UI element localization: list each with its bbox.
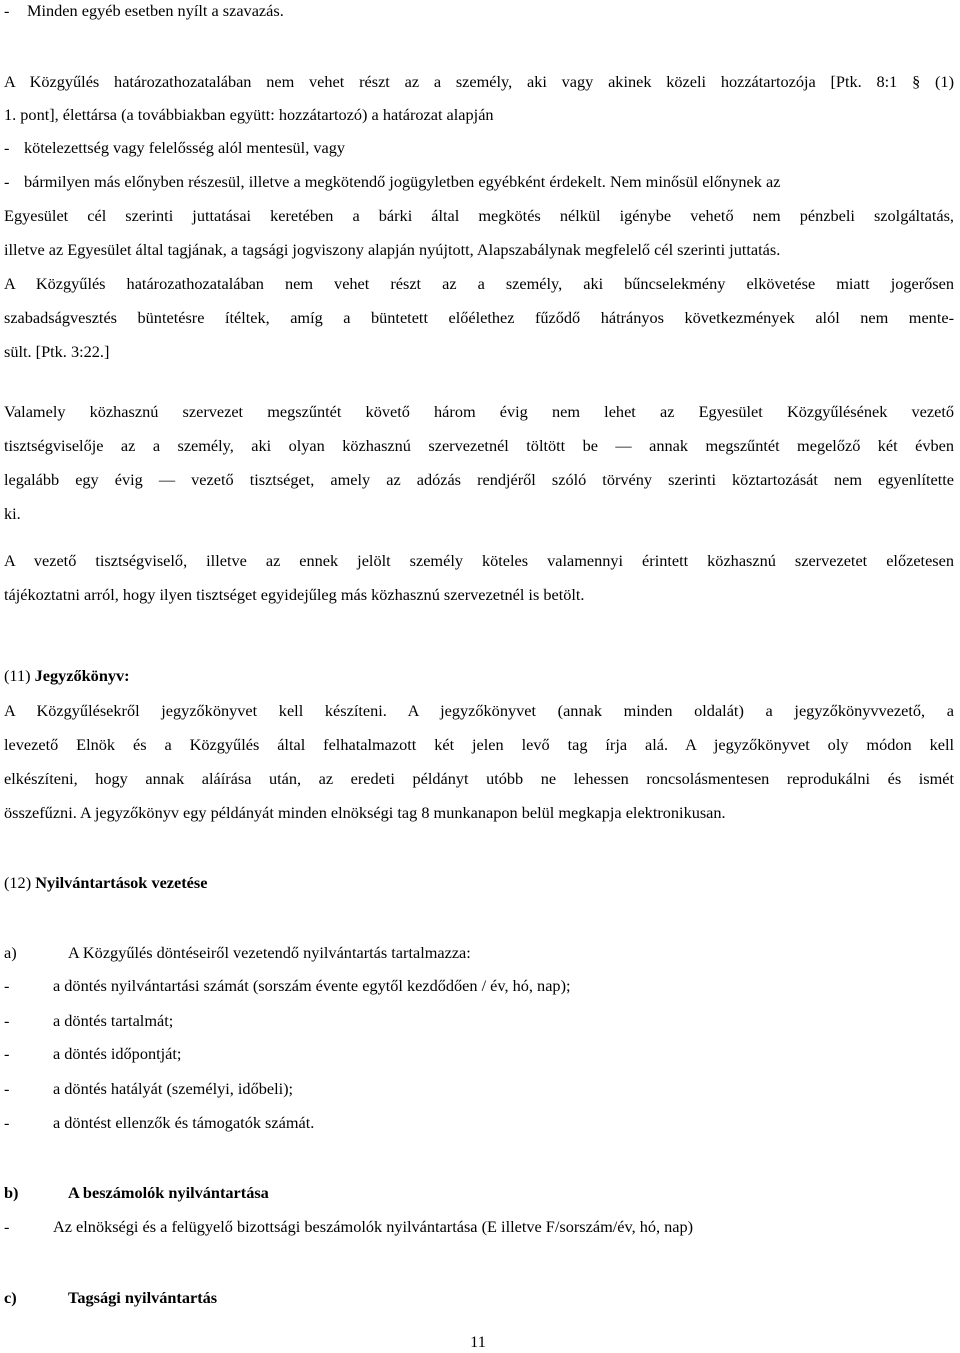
paragraph-line <box>4 171 780 193</box>
dash: - <box>4 1113 10 1132</box>
list-item-text: Minden egyéb esetben nyílt a szavazás. <box>27 1 284 20</box>
section-title: Nyilvántartások vezetése <box>35 873 208 892</box>
paragraph-line: összefűzni. A jegyzőkönyv egy példányát minden elnökségi tag 8 munkanapon belül megkapja elektronikusan. <box>4 803 726 822</box>
text: Valamely közhasznú szervezet megszűntét követő három évig nem lehet az Egyesület Közgyűlésének vezető <box>4 402 954 421</box>
paragraph-line: 1. pont], élettársa (a továbbiakban együtt: hozzátartozó) a határozat alapján <box>4 105 494 124</box>
subsection-c <box>4 1287 217 1309</box>
paragraph-line <box>4 307 954 329</box>
paragraph-line <box>4 700 954 722</box>
list-item-text: a döntés nyilvántartási számát (sorszám évente egytől kezdődően / év, hó, nap); <box>53 976 571 995</box>
paragraph-line: tájékoztatni arról, hogy ilyen tisztséget egyidejűleg más közhasznú szervezetnél is betölt. <box>4 585 585 604</box>
text: kötelezettség vagy felelősség alól mentesül, vagy <box>24 138 345 157</box>
section-heading <box>4 665 130 687</box>
text: A Közgyűlés határozathozatalában nem vehet részt az a személy, aki bűncselekmény elkövetése miatt jogerősen <box>4 274 954 293</box>
text: elkészíteni, hogy annak aláírása után, az eredeti példányt utóbb ne lehessen roncsolásmentesen reprodukálni és ismét <box>4 769 954 788</box>
page-number: 11 <box>470 1332 486 1351</box>
paragraph-line: sült. [Ptk. 3:22.] <box>4 342 110 361</box>
paragraph-line <box>4 401 954 423</box>
list-item <box>4 1010 173 1032</box>
list-item <box>4 1043 181 1065</box>
subsection-title: A beszámolók nyilvántartása <box>68 1183 269 1202</box>
subsection-label: c) <box>4 1288 17 1307</box>
dash: - <box>4 1079 10 1098</box>
subsection-a <box>4 942 471 964</box>
section-number: (12) <box>4 873 32 892</box>
text: A Közgyűlés határozathozatalában nem vehet részt az a személy, aki vagy akinek közeli hozzátartozója [Ptk. 8:1 § (1) <box>4 72 954 91</box>
section-title: Jegyzőkönyv: <box>34 666 130 685</box>
dash: - <box>4 976 10 995</box>
list-item <box>4 1112 314 1134</box>
dash: - <box>4 1044 10 1063</box>
list-item-text: a döntés időpontját; <box>53 1044 182 1063</box>
section-number: (11) <box>4 666 31 685</box>
dash: - <box>4 1011 10 1030</box>
text: Egyesület cél szerinti juttatásai keretében a bárki által megkötés nélkül igénybe vehető nem pénzbeli szolgáltatás, <box>4 206 954 225</box>
subsection-text: A Közgyűlés döntéseiről vezetendő nyilvántartás tartalmazza: <box>68 943 471 962</box>
paragraph-line <box>4 734 954 756</box>
paragraph-line: illetve az Egyesület által tagjának, a tagsági jogviszony alapján nyújtott, Alapszabálynak megfelelő cél szerinti juttatás. <box>4 240 781 259</box>
paragraph-line <box>4 205 954 227</box>
paragraph-line <box>4 273 954 295</box>
text: legalább egy évig — vezető tisztséget, amely az adózás rendjéről szóló törvény szerinti köztartozását nem egyenlítette <box>4 470 954 489</box>
text: Nem minősül előnynek az <box>605 172 781 191</box>
list-item <box>4 0 284 22</box>
subsection-label: b) <box>4 1183 19 1202</box>
text: tisztségviselője az a személy, aki olyan közhasznú szervezetnél töltött be — annak megszűntét megelőző két évben <box>4 436 954 455</box>
paragraph-line <box>4 435 954 457</box>
text: levezető Elnök és a Közgyűlés által felhatalmazott két jelen levő tag írja alá. A jegyzőkönyvet oly módon kell <box>4 735 954 754</box>
paragraph-line <box>4 71 954 93</box>
dash: - <box>4 172 10 191</box>
list-item-text: Az elnökségi és a felügyelő bizottsági beszámolók nyilvántartása (E illetve F/sorszám/év, hó, nap) <box>53 1217 694 1236</box>
text: A Közgyűlésekről jegyzőkönyvet kell készíteni. A jegyzőkönyvet (annak minden oldalát) a jegyzőkönyvvezető, a <box>4 701 954 720</box>
paragraph-line <box>4 469 954 491</box>
dash: - <box>4 138 10 157</box>
dash: - <box>4 1217 10 1236</box>
dash: - <box>4 1 10 20</box>
list-item-text: a döntés tartalmát; <box>53 1011 174 1030</box>
paragraph-line <box>4 550 954 572</box>
subsection-label: a) <box>4 943 17 962</box>
text: bármilyen más előnyben részesül, illetve a megkötendő jogügyletben egyébként érdekelt. <box>24 172 606 191</box>
text: szabadságvesztés büntetésre ítéltek, amíg a büntetett előélethez fűződő hátrányos következmények alól nem mente- <box>4 308 954 327</box>
section-heading <box>4 872 207 894</box>
list-item-text: a döntést ellenzők és támogatók számát. <box>53 1113 315 1132</box>
paragraph-line <box>4 137 345 159</box>
list-item <box>4 1078 293 1100</box>
text: A vezető tisztségviselő, illetve az ennek jelölt személy köteles valamennyi érintett közhasznú szervezetet előzetesen <box>4 551 954 570</box>
paragraph-line <box>4 768 954 790</box>
list-item <box>4 1216 693 1238</box>
list-item <box>4 975 571 997</box>
list-item-text: a döntés hatályát (személyi, időbeli); <box>53 1079 294 1098</box>
paragraph-line: ki. <box>4 504 21 523</box>
subsection-title: Tagsági nyilvántartás <box>68 1288 218 1307</box>
subsection-b <box>4 1182 269 1204</box>
